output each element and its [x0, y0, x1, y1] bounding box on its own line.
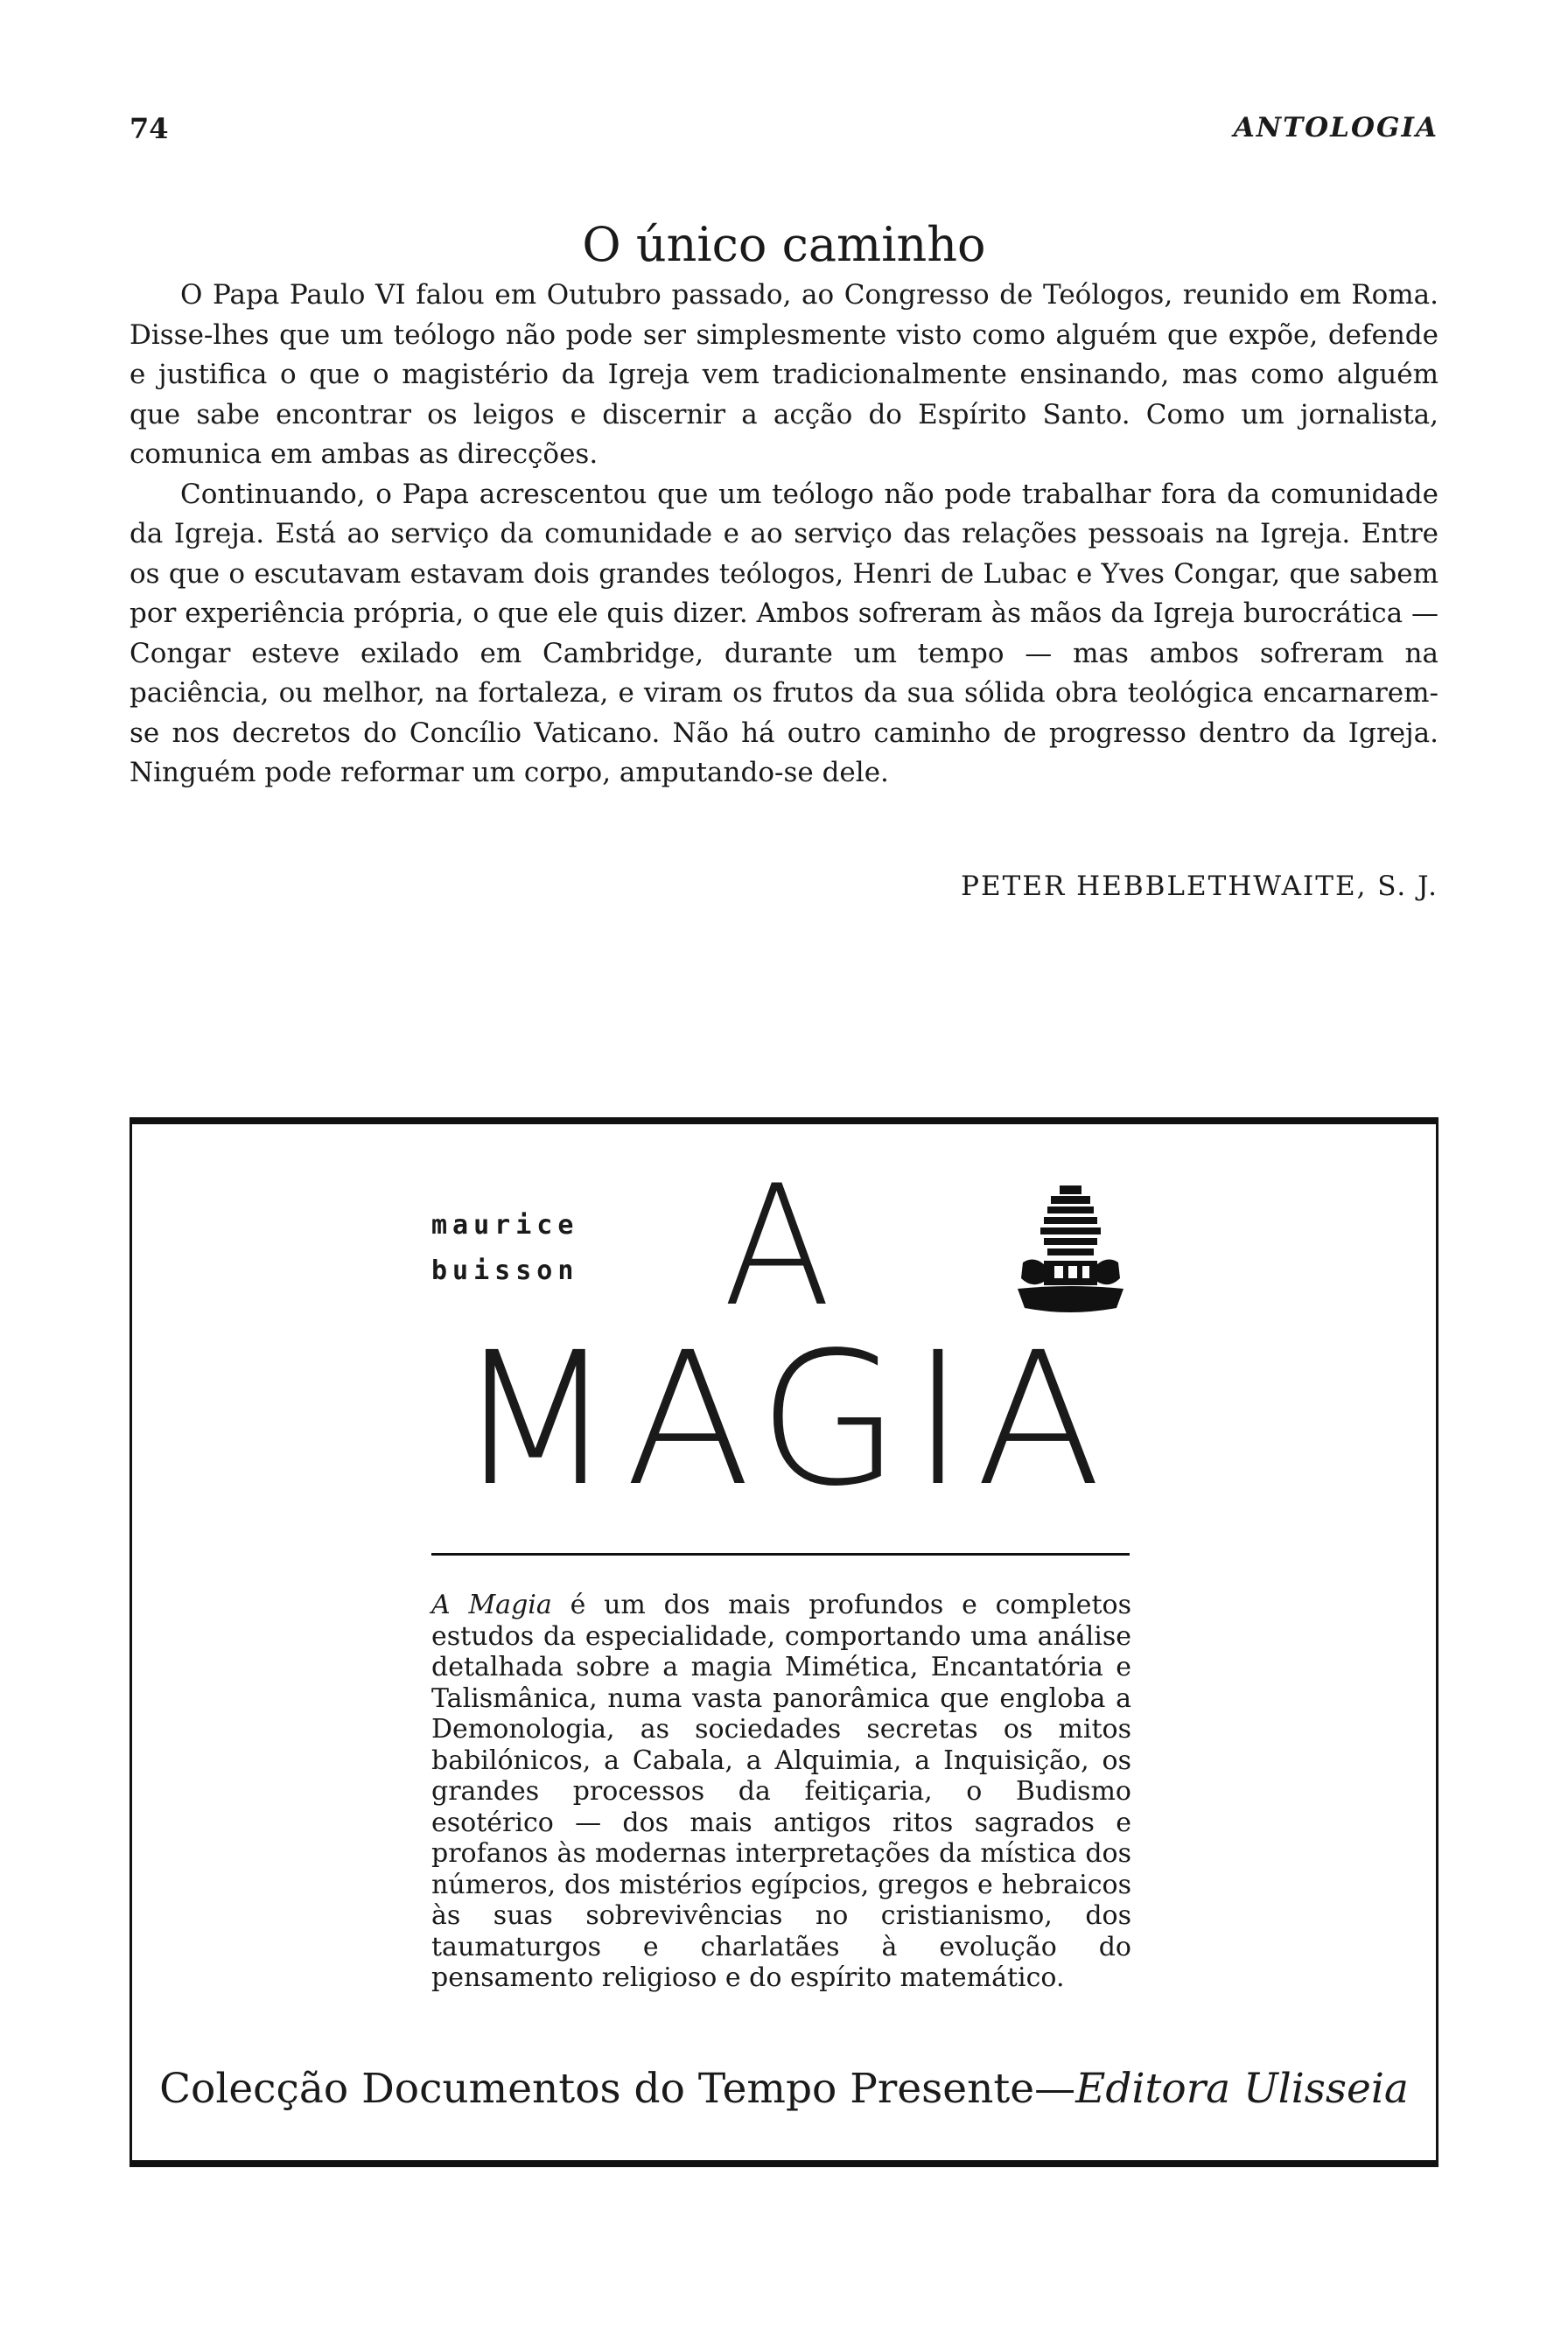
ad-description-book-title: A Magia [431, 1590, 552, 1620]
ad-description [431, 1590, 1131, 1994]
article-paragraph-1: O Papa Paulo VI falou em Outubro passado, ao Congresso de Teólogos, reunido em Roma. Disse-lhes que um teólogo não pode ser simplesmente visto como alguém que expõe, defende e justifica o que o magistério da Igreja vem tradicionalmente ensinando, mas como alguém que sabe encontrar os leigos e discernir a acção do Espírito Santo. Como um jornalista, comunica em ambas as direcções. [130, 279, 1438, 470]
ad-publisher: Editora Ulisseia [1075, 2065, 1409, 2113]
article-paragraph-2: Continuando, o Papa acrescentou que um teólogo não pode trabalhar fora da comunidade da Igreja. Está ao serviço da comunidade e ao serviço das relações pessoais na Igreja. Entre os que o escutavam estavam dois grandes teólogos, Henri de Lubac e Yves Congar, que sabem por experiência própria, o que ele quis dizer. Ambos sofreram às mãos da Igreja burocrática — Congar esteve exilado em Cambridge, durante um tempo — mas ambos sofreram na paciência, ou melhor, na fortaleza, e viram os frutos da sua sólida obra teológica encarnarem-se nos decretos do Concílio Vaticano. Não há outro caminho de progresso dentro da Igreja. Ninguém pode reformar um corpo, amputando-se dele. [130, 478, 1438, 788]
article-title: O único caminho [582, 217, 986, 273]
page-number: 74 [130, 112, 169, 145]
running-head: ANTOLOGIA [1233, 112, 1438, 143]
ad-collection-name: Colecção Documentos do Tempo Presente— [159, 2065, 1076, 2113]
article-author: PETER HEBBLETHWAITE, S. J. [961, 871, 1438, 902]
ad-title-article: A [723, 1150, 831, 1343]
ad-author-last-name: buisson [431, 1255, 579, 1286]
ad-divider [431, 1553, 1130, 1556]
book-advertisement [130, 1117, 1438, 2167]
article-body [130, 276, 1438, 794]
ad-collection-line [132, 2065, 1436, 2113]
ad-title-main: MAGIA [456, 1312, 1112, 1527]
ship-crown-logo-icon [1016, 1185, 1125, 1317]
ad-author-first-name: maurice [431, 1210, 579, 1241]
ad-description-text: é um dos mais profundos e completos estudos da especialidade, comportando uma análise detalhada sobre a magia Mimética, Encantatória e Talismânica, numa vasta panorâmica que engloba a Demonologia, as sociedades secretas os mitos babilónicos, a Cabala, a Alquimia, a Inquisição, os grandes processos da feitiçaria, o Budismo esotérico — dos mais antigos ritos sagrados e profanos às modernas interpretações da mística dos números, dos mistérios egípcios, gregos e hebraicos às suas sobrevivências no cristianismo, dos taumaturgos e charlatães à evolução do pensamento religioso e do espírito matemático. [431, 1590, 1132, 1993]
ad-book-author [431, 1203, 578, 1294]
